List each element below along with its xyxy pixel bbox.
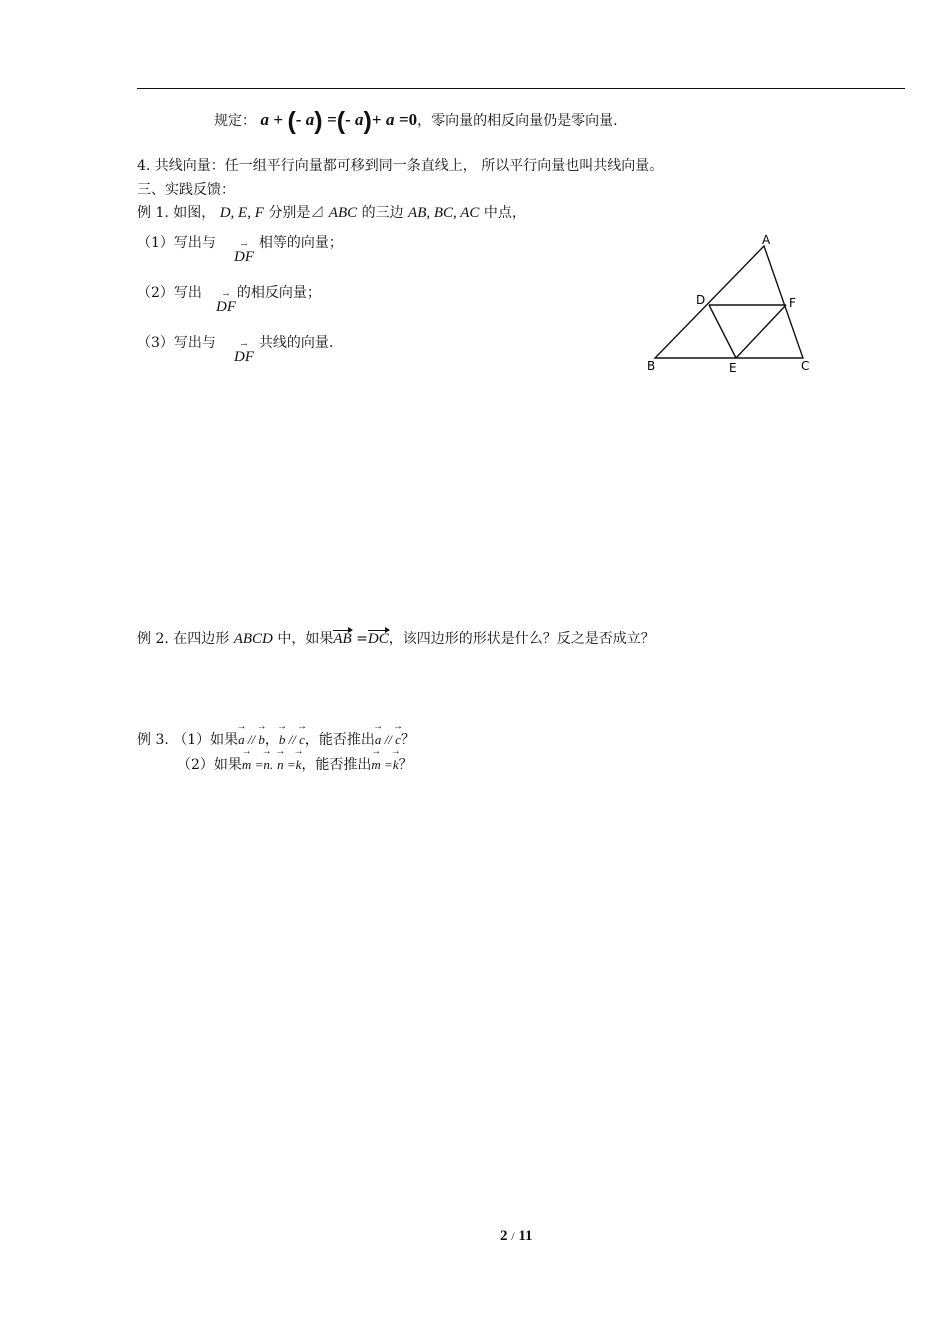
vector-b: → b [258,730,265,750]
q2-suffix: 的相反向量； [236,285,321,301]
ex1-points: D, E, F [219,205,264,221]
math-paren: ( [287,107,296,135]
vector-b: → b [279,730,286,750]
label-d: D [696,293,706,307]
vector-label: DF [234,249,254,265]
arrow-icon: → [240,240,248,249]
ex2-equals: = [351,631,368,647]
page-slash: / [511,1229,515,1243]
equals-sign: = [251,757,264,772]
q1-suffix: 相等的向量； [258,235,343,251]
ex1-tail: 中点， [479,205,526,221]
vector-a: → a [238,730,245,750]
ex1-triangle: ABC [328,205,358,221]
vector-n: → n [263,755,270,775]
vector-c: → c [395,730,401,750]
vector-label: DF [216,299,236,315]
ex1-prefix: 例 1. 如图， [137,205,216,221]
math-plus: + [273,110,284,129]
vector-n: → n [277,755,284,775]
math-paren: ) [363,107,372,135]
q3-prefix: （3）写出与 [137,335,216,351]
vector-dc: DC [367,631,389,647]
header-rule [137,88,905,89]
ex1-middle: 分别是⊿ [263,205,325,221]
label-f: F [789,296,796,310]
vector-df-2 [213,291,239,315]
parallel-sign: // [381,732,396,747]
example-3-part-2 [177,755,413,775]
math-neg-a: - a [295,110,315,129]
math-equals: = [398,110,409,129]
label-e: E [729,361,737,375]
vector-df-3 [231,341,257,365]
triangle-figure [640,230,830,380]
rule-label: 规定： [214,113,256,129]
arrow-icon: → [240,340,248,349]
triangle-abc [655,246,803,358]
vector-m: → m [371,755,380,775]
section-3-heading: 三、实践反馈： [137,182,235,198]
vector-c: → c [299,730,305,750]
page-current: 2 [500,1228,508,1244]
item-4-collinear-vectors: 4. 共线向量：任一组平行向量都可移到同一条直线上， 所以平行向量也叫共线向量。 [137,158,664,174]
ex3-part2-prefix: （2）如果 [177,757,242,773]
separator: . [269,757,274,772]
rule-statement [214,107,618,135]
example-2-statement [137,629,655,649]
vector-df-1 [231,241,257,265]
equals-sign: = [283,757,296,772]
ex2-tail: ，该四边形的形状是什么？反之是否成立？ [388,631,655,647]
vector-m: → m [242,755,251,775]
vector-k: → k [393,755,399,775]
comma: ， [264,732,279,748]
ex3-prefix: 例 3. （1）如果 [137,732,239,748]
question-mark: ？ [400,732,415,748]
math-paren: ) [314,107,323,135]
label-b: B [647,359,656,373]
arrow-icon: → [222,290,230,299]
example-1-statement [137,203,526,223]
ex1-middle2: 的三边 [357,205,409,221]
ex2-prefix: 例 2. 在四边形 [137,631,234,647]
page-total: 11 [518,1228,533,1244]
segment-de [709,305,736,358]
vector-label: DF [234,349,254,365]
ex3-middle: ，能否推出 [304,732,375,748]
math-paren: ( [336,107,346,135]
vector-k: → k [296,755,302,775]
equals-sign: = [380,757,393,772]
q2-prefix: （2）写出 [137,285,202,301]
q3-suffix: 共线的向量. [258,335,334,351]
math-plus: + [371,110,382,129]
math-a: a [385,110,395,129]
rule-tail: ，零向量的相反向量仍是零向量. [417,113,618,129]
math-zero: 0 [408,110,418,129]
label-a: A [762,233,771,247]
page-number [500,1228,533,1245]
segment-ef [736,305,786,358]
math-neg-a: - a [345,110,364,129]
ex2-quad: ABCD [233,631,273,647]
q1-prefix: （1）写出与 [137,235,216,251]
ex1-sides: AB, BC, AC [408,205,480,221]
ex2-middle: 中，如果 [272,631,334,647]
parallel-sign: // [244,732,259,747]
question-mark: ？ [398,757,413,773]
ex3-part2-middle: ，能否推出 [301,757,372,773]
parallel-sign: // [285,732,300,747]
math-equals: = [327,110,337,129]
math-a: a [260,110,269,129]
vector-a: → a [375,730,382,750]
vector-ab: AB [333,631,352,647]
label-c: C [801,359,810,373]
